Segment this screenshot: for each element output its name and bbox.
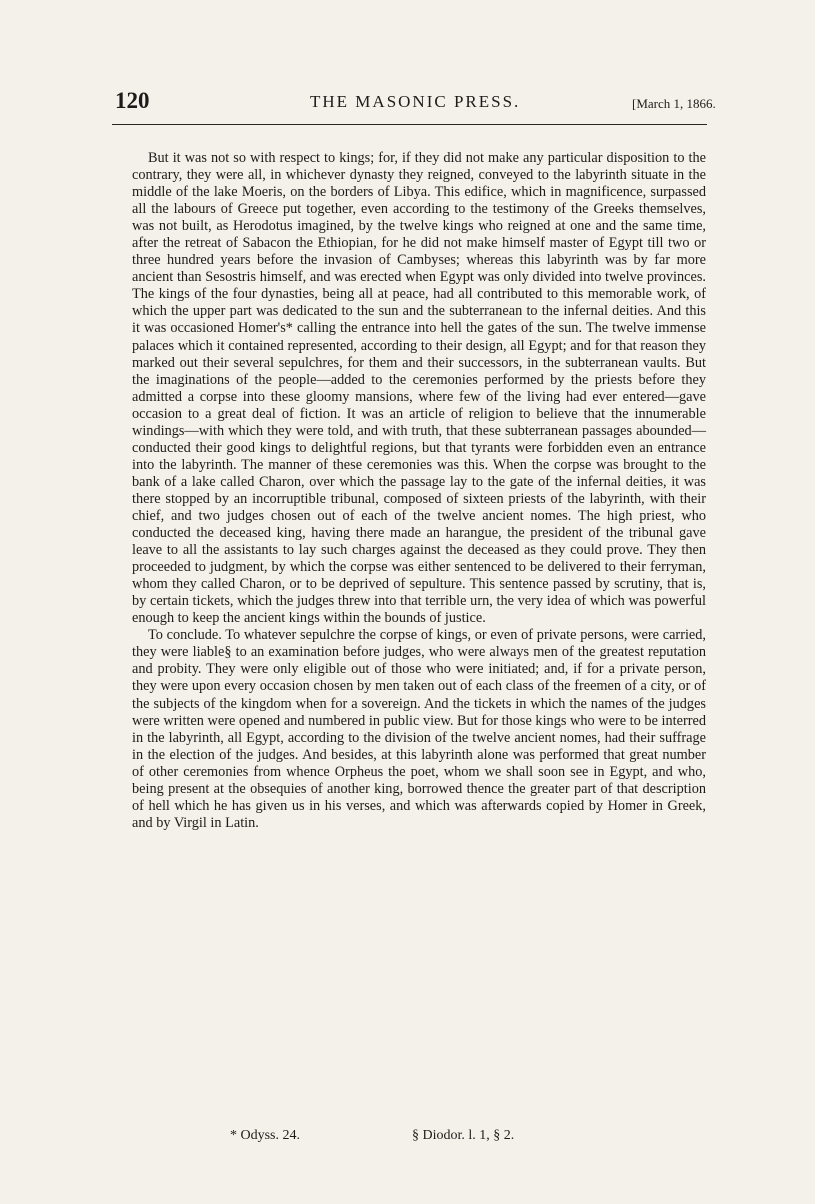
paragraph-1: But it was not so with respect to kings; for, if they did not make any particular disposition to the contrary, they were all, in whichever dynasty they reigned, conveyed to the labyrinth situate in the middle of the lake Moeris, on the borders of Libya. This edifice, which in magnificence, surpassed all the labours of Greece put together, even according to the testimony of the Greeks themselves, was not built, as Herodotus imagined, by the twelve kings who reigned at one and the same time, after the retreat of Sabacon the Ethiopian, for he did not make himself master of Egypt till two or three hundred years before the invasion of Cambyses; whereas this labyrinth was by far more ancient than Sesostris himself, and was erected when Egypt was only divided into twelve provinces. The kings of the four dynasties, being all at peace, had all contributed to this memorable work, of which the upper part was dedicated to the sun and the subterranean to the infernal deities. And this it was occasioned Homer's* calling the entrance into hell the gates of the sun. The twelve immense palaces which it contained represented, according to their design, all Egypt; and for that reason they marked out their several sepulchres, for them and their successors, in the subterranean vaults. But the imaginations of the people—added to the ceremonies performed by the priests before they admitted a corpse into these gloomy mansions, where few of the living had ever entered—gave occasion to a great deal of fiction. It was an article of religion to believe that the innumerable windings—with which they were told, and with truth, that these subterranean passages abounded—conducted their good kings to delightful regions, but that tyrants were forbidden even an entrance into the labyrinth. The manner of these ceremonies was this. When the corpse was brought to the bank of a lake called Charon, over which the passage lay to the gate of the infernal deities, it was there stopped by an incorruptible tribunal, composed of sixteen priests of the labyrinth, with their chief, and two judges chosen out of each of the twelve ancient nomes. The high priest, who conducted the deceased king, having there made an harangue, the president of the tribunal gave leave to all the assistants to lay such charges against the deceased as they could prove. They then proceeded to judgment, by which the corpse was either sentenced to be delivered to their ferryman, whom they called Charon, or to be deprived of sepulture. This sentence passed by scrutiny, that is, by certain tickets, which the judges threw into that terrible urn, the very idea of which was powerful enough to keep the ancient kings within the bounds of justice.	[132, 150, 706, 627]
paragraph-2: To conclude. To whatever sepulchre the corpse of kings, or even of private persons, were carried, they were liable§ to an examination before judges, who were always men of the greatest reputation and probity. They were only eligible out of those who were initiated; and, if for a private person, they were upon every occasion chosen by men taken out of each class of the freemen of a city, or of the subjects of the kingdom when for a sovereign. And the tickets in which the names of the judges were written were opened and numbered in public view. But for those kings who were to be interred in the labyrinth, all Egypt, according to the division of the twelve ancient nomes, had their suffrage in the election of the judges. And besides, at this labyrinth alone was performed that great number of other ceremonies from whence Orpheus the poet, whom we shall soon see in Egypt, and who, being present at the obsequies of another king, borrowed thence the greater part of that description of hell which he has given us in his verses, and which was afterwards copied by Homer in Greek, and by Virgil in Latin.	[132, 627, 706, 831]
issue-date: [March 1, 1866.	[632, 96, 716, 111]
page-number: 120	[115, 88, 150, 113]
header-rule	[112, 124, 707, 125]
footnote-odyssey: * Odyss. 24.	[230, 1128, 301, 1143]
running-title: THE MASONIC PRESS.	[310, 92, 521, 111]
footnotes	[132, 1128, 706, 1152]
article-body	[132, 150, 706, 832]
footnote-diodorus: § Diodor. l. 1, § 2.	[412, 1128, 515, 1143]
page-header	[0, 0, 815, 140]
